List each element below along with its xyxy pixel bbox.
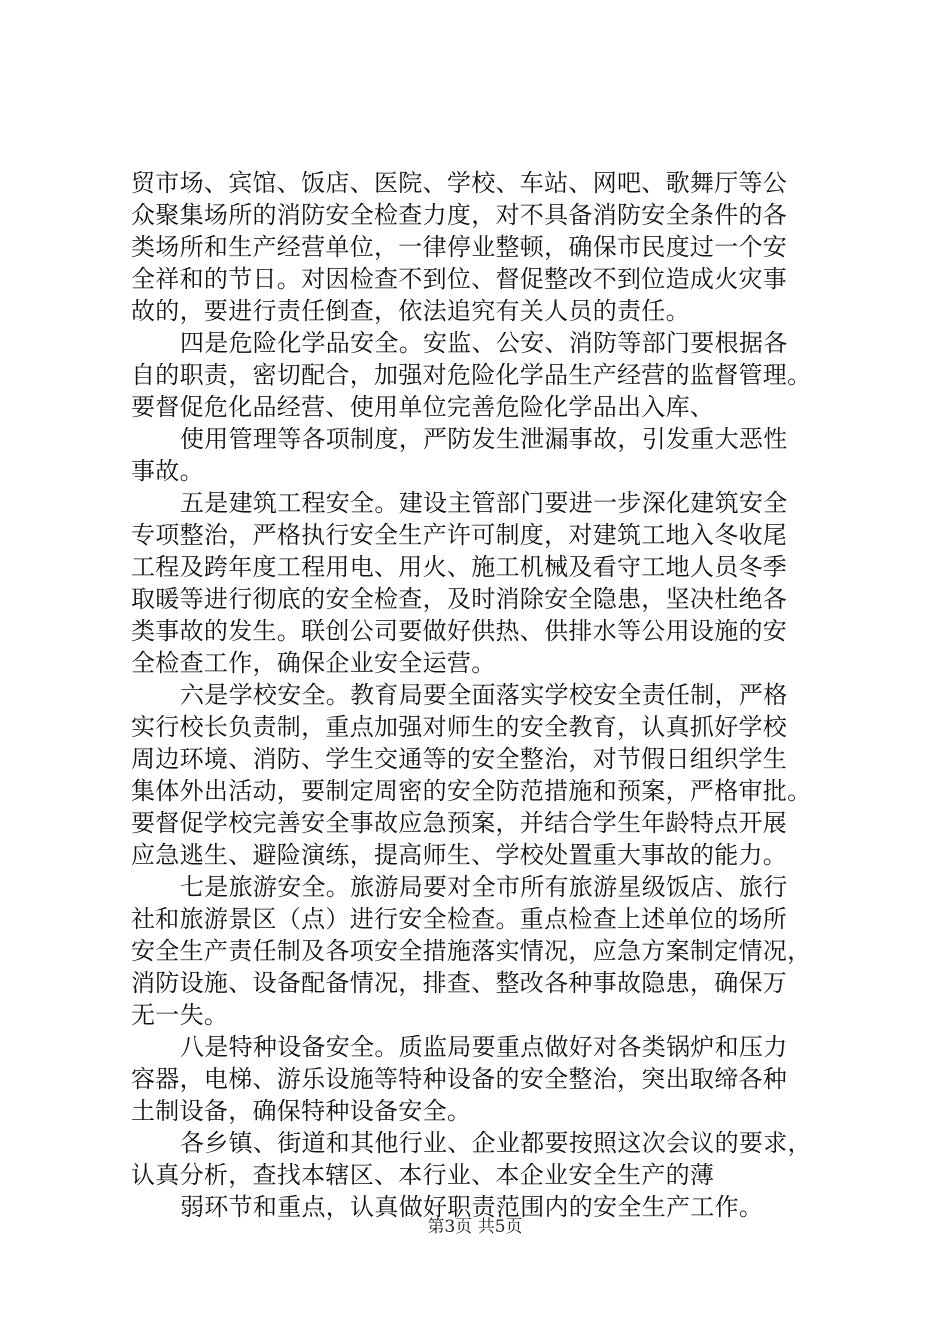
body-line: 应急逃生、避险演练，提高师生、学校处置重大事故的能力。 [131,841,788,869]
body-line: 消防设施、设备配备情况，排查、整改各种事故隐患，确保万 [131,969,788,997]
paragraph-start-line: 七是旅游安全。旅游局要对全市所有旅游星级饭店、旅行 [180,873,788,901]
body-line: 取暖等进行彻底的安全检查，及时消除安全隐患，坚决杜绝各 [131,585,788,613]
body-line: 容器，电梯、游乐设施等特种设备的安全整治，突出取缔各种 [131,1065,788,1093]
paragraph-start-line: 弱环节和重点，认真做好职责范围内的安全生产工作。 [180,1193,764,1221]
body-line: 周边环境、消防、学生交通等的安全整治，对节假日组织学生 [131,745,788,773]
paragraph-start-line: 五是建筑工程安全。建设主管部门要进一步深化建筑安全 [180,489,788,517]
body-line: 无一失。 [131,1001,229,1029]
paragraph-start-line: 各乡镇、街道和其他行业、企业都要按照这次会议的要求， [180,1129,812,1157]
body-line: 事故。 [131,457,204,485]
body-line: 工程及跨年度工程用电、用火、施工机械及看守工地人员冬季 [131,553,788,581]
body-line: 故的，要进行责任倒查，依法追究有关人员的责任。 [131,297,690,325]
body-line: 全检查工作，确保企业安全运营。 [131,649,496,677]
body-line: 安全生产责任制及各项安全措施落实情况，应急方案制定情况， [131,937,812,965]
paragraph-start-line: 八是特种设备安全。质监局要重点做好对各类锅炉和压力 [180,1033,788,1061]
body-line: 土制设备，确保特种设备安全。 [131,1097,472,1125]
body-line: 要督促学校完善安全事故应急预案，并结合学生年龄特点开展 [131,809,788,837]
body-line: 类事故的发生。联创公司要做好供热、供排水等公用设施的安 [131,617,788,645]
body-line: 实行校长负责制，重点加强对师生的安全教育，认真抓好学校 [131,713,788,741]
body-line: 全祥和的节日。对因检查不到位、督促整改不到位造成火灾事 [131,265,788,293]
body-line: 认真分析，查找本辖区、本行业、本企业安全生产的薄 [131,1161,715,1189]
body-line: 类场所和生产经营单位，一律停业整顿，确保市民度过一个安 [131,233,788,261]
body-line: 专项整治，严格执行安全生产许可制度，对建筑工地入冬收尾 [131,521,788,549]
paragraph-start-line: 六是学校安全。教育局要全面落实学校安全责任制，严格 [180,681,788,709]
body-line: 自的职责，密切配合，加强对危险化学品生产经营的监督管理。 [131,361,812,389]
paragraph-start-line: 四是危险化学品安全。安监、公安、消防等部门要根据各 [180,329,788,357]
body-line: 贸市场、宾馆、饭店、医院、学校、车站、网吧、歌舞厅等公 [131,169,788,197]
body-line: 要督促危化品经营、使用单位完善危险化学品出入库、 [131,393,715,421]
body-line: 集体外出活动，要制定周密的安全防范措施和预案，严格审批。 [131,777,812,805]
body-line: 众聚集场所的消防安全检查力度，对不具备消防安全条件的各 [131,201,788,229]
paragraph-start-line: 使用管理等各项制度，严防发生泄漏事故，引发重大恶性 [180,425,788,453]
body-line: 社和旅游景区（点）进行安全检查。重点检查上述单位的场所 [131,905,788,933]
page-footer: 第3页 共5页 [427,1217,523,1237]
